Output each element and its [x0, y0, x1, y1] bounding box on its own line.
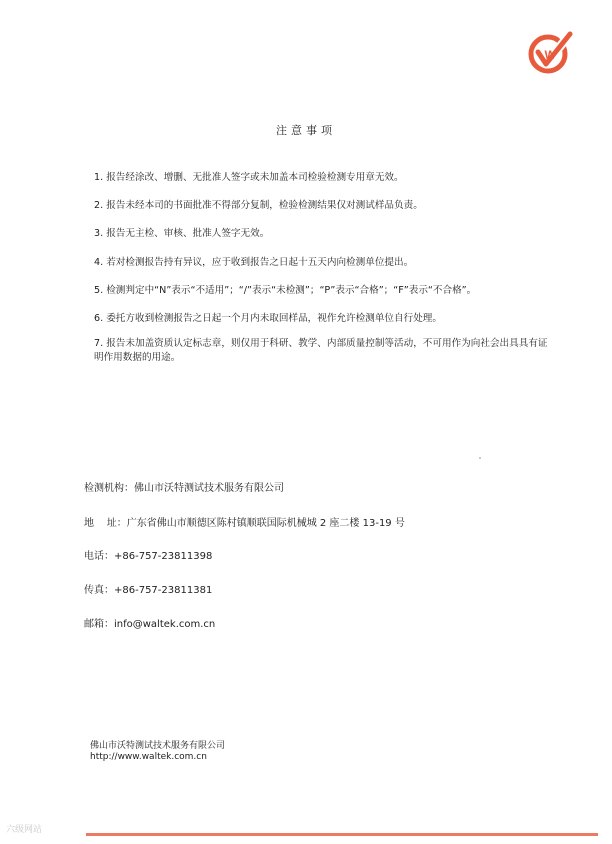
- footer-rule: [86, 833, 598, 836]
- note-item: 4. 若对检测报告持有异议，应于收到报告之日起十五天内向检测单位提出。: [94, 257, 414, 268]
- note-item: 7. 报告未加盖资质认定标志章，则仅用于科研、教学、内部质量控制等活动，不可用作为向社会出具具有证明作用数据的用途。: [94, 338, 548, 363]
- phone-number: 电话：+86-757-23811398: [84, 551, 213, 562]
- note-item: 2. 报告未经本司的书面批准不得部分复制，检验检测结果仅对测试样品负责。: [94, 200, 423, 211]
- address: 地 址：广东省佛山市顺德区陈村镇顺联国际机械城 2 座二楼 13-19 号: [84, 518, 405, 529]
- fax-number: 传真：+86-757-23811381: [84, 585, 213, 596]
- svg-text:W: W: [544, 48, 556, 62]
- email-address: 邮箱：info@waltek.com.cn: [84, 619, 216, 630]
- note-item: 6. 委托方收到检测报告之日起一个月内未取回样品，视作允许检测单位自行处理。: [94, 313, 442, 324]
- footer-company: 佛山市沃特测试技术服务有限公司: [90, 741, 226, 751]
- footer-url: http://www.waltek.com.cn: [90, 752, 207, 762]
- page-title: 注意事项: [276, 124, 336, 137]
- note-item: 5. 检测判定中“N”表示“不适用”；“/”表示“未检测”；“P”表示“合格”；“F”表示“不合格”。: [94, 285, 477, 296]
- waltek-logo-icon: [524, 28, 576, 76]
- note-item: 1. 报告经涂改、增删、无批准人签字或未加盖本司检验检测专用章无效。: [94, 172, 404, 183]
- testing-organization: 检测机构：佛山市沃特测试技术服务有限公司: [84, 483, 284, 494]
- note-item: 3. 报告无主检、审核、批准人签字无效。: [94, 228, 270, 239]
- watermark-text: 六级网站: [6, 825, 43, 835]
- stray-dot: [479, 457, 481, 459]
